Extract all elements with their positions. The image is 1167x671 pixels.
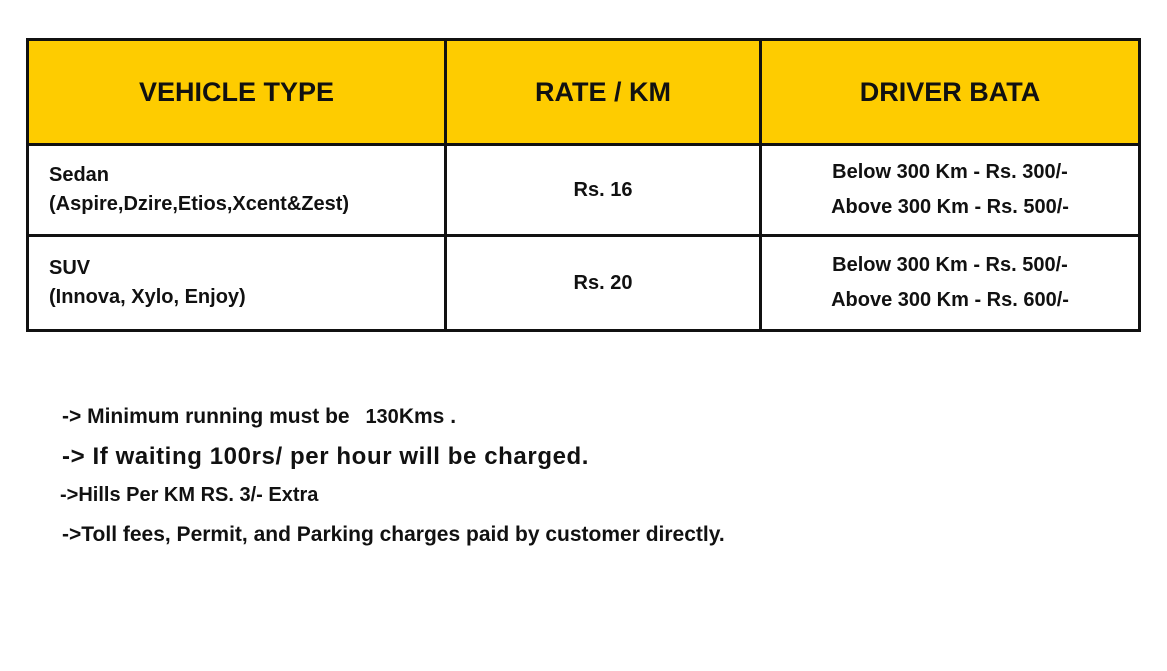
rate-cell: Rs. 16: [446, 145, 761, 236]
note-waiting-charge: -> If waiting 100rs/ per hour will be charged.: [62, 443, 590, 470]
header-rate-per-km: RATE / KM: [446, 40, 761, 145]
bata-above: Above 300 Km - Rs. 500/-: [831, 196, 1069, 218]
note-minimum-suffix: Kms: [398, 405, 445, 428]
note-minimum-prefix: -> Minimum running must be: [62, 405, 350, 428]
note-minimum-value: 130: [365, 406, 399, 428]
bata-below: Below 300 Km - Rs. 300/-: [832, 161, 1068, 183]
bata-above: Above 300 Km - Rs. 600/-: [831, 289, 1069, 311]
note-hills-charge: ->Hills Per KM RS. 3/- Extra: [60, 484, 319, 506]
vehicle-name: SUV: [49, 257, 91, 279]
header-vehicle-type: VEHICLE TYPE: [28, 40, 446, 145]
note-toll-fees: ->Toll fees, Permit, and Parking charges paid by customer directly.: [62, 523, 725, 546]
vehicle-name: Sedan: [49, 164, 110, 186]
header-driver-bata: DRIVER BATA: [761, 40, 1140, 145]
vehicle-models: (Innova, Xylo, Enjoy): [49, 286, 246, 308]
vehicle-models: (Aspire,Dzire,Etios,Xcent&Zest): [49, 193, 350, 215]
rate-cell: Rs. 20: [446, 236, 761, 331]
bata-below: Below 300 Km - Rs. 500/-: [832, 254, 1068, 276]
note-minimum-end: .: [450, 405, 457, 428]
note-minimum-running: [62, 405, 456, 429]
